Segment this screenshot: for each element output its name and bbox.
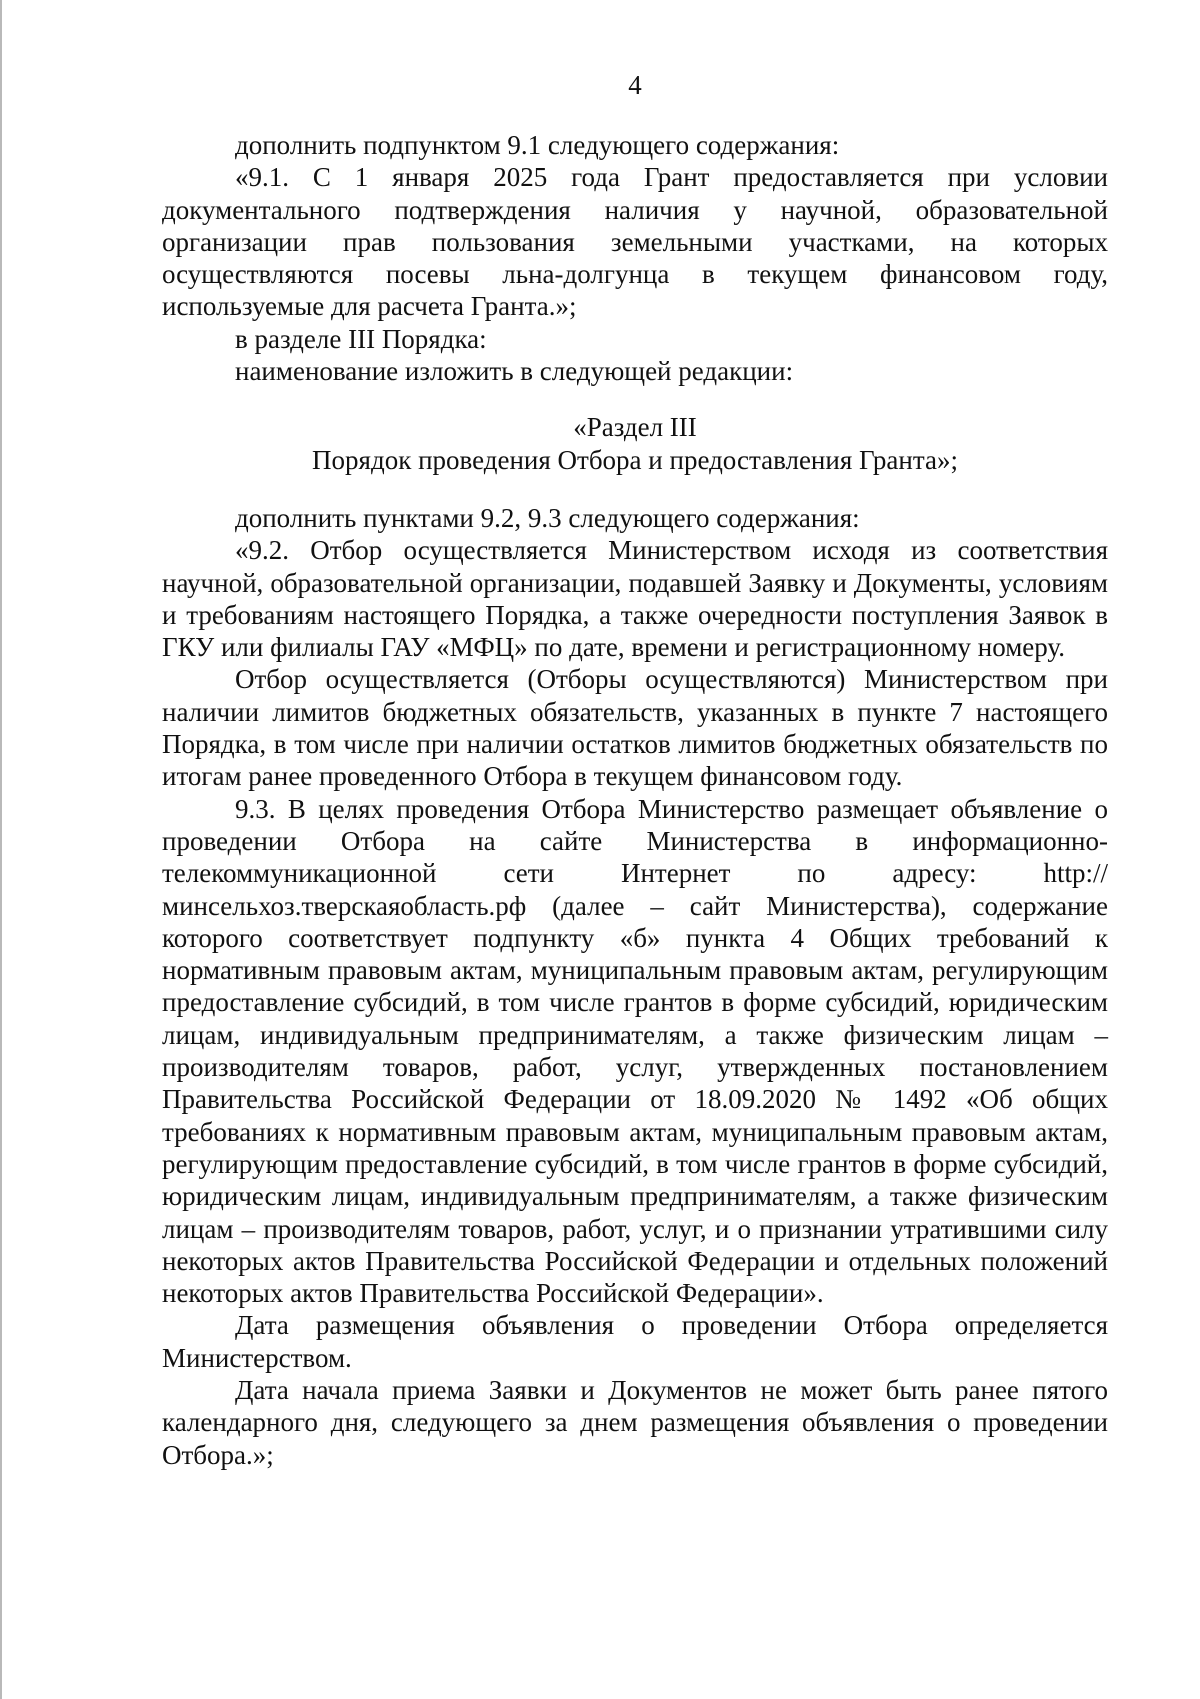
page-number: 4 (628, 70, 642, 100)
paragraph-announcement-date: Дата размещения объявления о проведении Отбора определяется Министерством. (162, 1310, 1108, 1373)
paragraph-selection-limits: Отбор осуществляется (Отборы осуществляются) Министерством при наличии лимитов бюджетных обязательств, указанных в пункте 7 настоящего Порядка, в том числе при наличии остатков лимитов бюджетных обязательств по итогам ранее проведенного Отбора в текущем финансовом году. (162, 664, 1108, 792)
paragraph-intro-9-1: дополнить подпунктом 9.1 следующего содержания: (235, 130, 840, 160)
paragraph-9-3: 9.3. В целях проведения Отбора Министерство размещает объявление о проведении Отбора на сайте Министерства в информационно-телекоммуникационной сети Интернет по адресу: http://минсельхоз.тверскаяобласть.рф (далее – сайт Министерства), содержание которого соответствует подпункту «б» пункта 4 Общих требований к нормативным правовым актам, муниципальным правовым актам, регулирующим предоставление субсидий, в том числе грантов в форме субсидий, юридическим лицам, индивидуальным предпринимателям, а также физическим лицам – производителям товаров, работ, услуг, утвержденных постановлением Правительства Российской Федерации от 18.09.2020 № 1492 «Об общих требованиях к нормативным правовым актам, муниципальным правовым актам, регулирующим предоставление субсидий, в том числе грантов в форме субсидий, юридическим лицам, индивидуальным предпринимателям, а также физическим лицам – производителям товаров, работ, услуг, и о признании утратившими силу некоторых актов Правительства Российской Федерации и отдельных положений некоторых актов Правительства Российской Федерации». (162, 793, 1108, 1309)
paragraph-9-2: «9.2. Отбор осуществляется Министерством исходя из соответствия научной, образовательной организации, подавшей Заявку и Документы, условиям и требованиям настоящего Порядка, а также очередности поступления Заявок в ГКУ или филиалы ГАУ «МФЦ» по дате, времени и регистрационному номеру. (162, 535, 1108, 663)
document-body (162, 129, 1108, 1471)
scan-edge-line (0, 0, 2, 1699)
paragraph-section-iii: в разделе III Порядка: (235, 323, 487, 354)
section-heading-title: «Раздел III (573, 412, 697, 443)
paragraph-application-start: Дата начала приема Заявки и Документов не может быть ранее пятого календарного дня, следующего за днем размещения объявления о проведении Отбора.»; (162, 1374, 1108, 1470)
paragraph-intro-9-2: дополнить пунктами 9.2, 9.3 следующего содержания: (235, 502, 860, 533)
spacer (162, 387, 1108, 411)
paragraph-9-1: «9.1. С 1 января 2025 года Грант предоставляется при условии документального подтверждения наличия у научной, образовательной организации прав пользования земельными участками, на которых осуществляются посевы льна-долгунца в текущем финансовом году, используемые для расчета Гранта.»; (162, 162, 1108, 322)
section-heading-subtitle: Порядок проведения Отбора и предоставления Гранта»; (312, 444, 958, 475)
paragraph-name-change: наименование изложить в следующей редакции: (235, 356, 794, 387)
spacer (162, 476, 1108, 502)
